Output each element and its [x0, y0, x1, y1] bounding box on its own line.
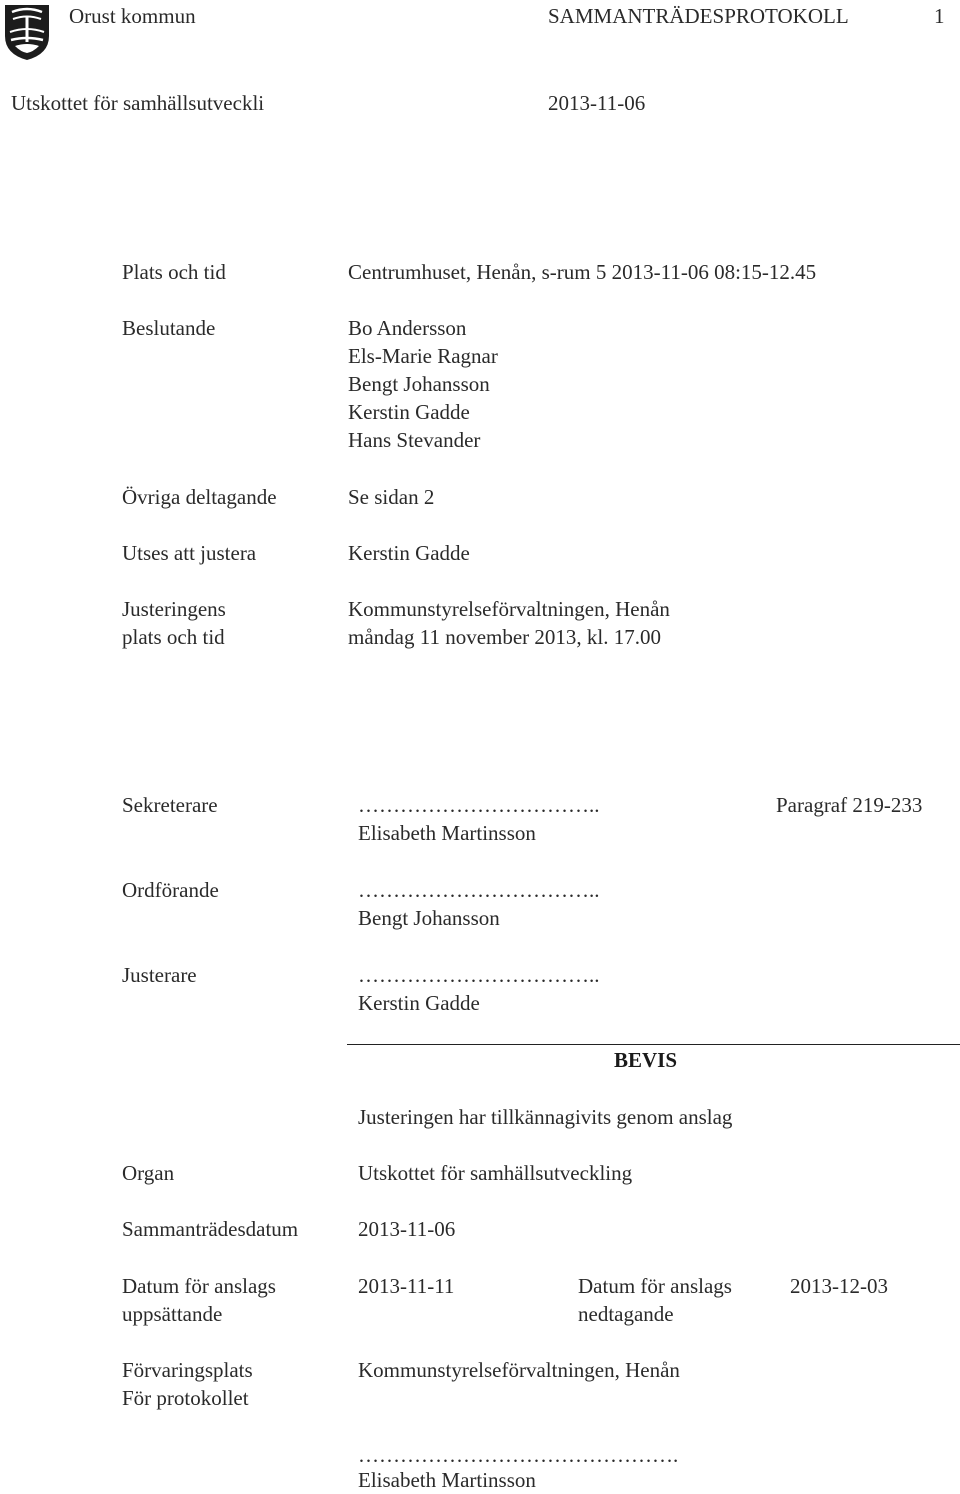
document-type: SAMMANTRÄDESPROTOKOLL: [548, 4, 849, 28]
posted-label-line: uppsättande: [122, 1302, 223, 1326]
removed-label-line: nedtagande: [578, 1302, 674, 1326]
posted-label-line: Datum för anslags: [122, 1274, 276, 1298]
chair-signature-line: ……………………………..: [358, 878, 600, 902]
adjuster-signature-line: ……………………………..: [358, 963, 600, 987]
adjuster-value: Kerstin Gadde: [348, 541, 470, 565]
posted-date-label: [122, 1272, 276, 1328]
organ-label: Organ: [122, 1161, 175, 1185]
removed-date-value: 2013-12-03: [790, 1274, 888, 1298]
page-number: 1: [934, 4, 945, 28]
municipality-crest-icon: [2, 2, 52, 62]
adjustment-time: måndag 11 november 2013, kl. 17.00: [348, 625, 662, 649]
adjustment-place-label: [122, 595, 226, 651]
deciders-list: [348, 314, 498, 454]
bevis-title: BEVIS: [614, 1048, 678, 1072]
adjustment-place-value: [348, 595, 670, 651]
committee-name: Utskottet för samhällsutveckli: [11, 91, 265, 115]
decider-name: Bengt Johansson: [348, 372, 490, 396]
place-label: Plats och tid: [122, 260, 226, 284]
organ-value: Utskottet för samhällsutveckling: [358, 1161, 633, 1185]
header-date: 2013-11-06: [548, 91, 646, 115]
municipality-name: Orust kommun: [69, 4, 196, 28]
adjuster-name: Kerstin Gadde: [358, 991, 480, 1015]
secretary-name: Elisabeth Martinsson: [358, 821, 536, 845]
adjuster-label: Utses att justera: [122, 541, 257, 565]
removed-label-line: Datum för anslags: [578, 1274, 732, 1298]
adjustment-place: Kommunstyrelseförvaltningen, Henån: [348, 597, 670, 621]
other-participants-value: Se sidan 2: [348, 485, 435, 509]
storage-value: Kommunstyrelseförvaltningen, Henån: [358, 1358, 680, 1382]
adjusters-label: Justerare: [122, 963, 197, 987]
storage-label: [122, 1356, 253, 1412]
bevis-intro: Justeringen har tillkännagivits genom anslag: [358, 1105, 733, 1129]
removed-date-label: [578, 1272, 732, 1328]
chair-label: Ordförande: [122, 878, 219, 902]
bevis-divider: [347, 1044, 960, 1045]
decider-name: Els-Marie Ragnar: [348, 344, 498, 368]
adjustment-label-line: Justeringens: [122, 597, 226, 621]
deciders-label: Beslutande: [122, 316, 216, 340]
storage-label-line: Förvaringsplats: [122, 1358, 253, 1382]
bevis-signature-line: ……………………………………….: [358, 1443, 679, 1467]
decider-name: Bo Andersson: [348, 316, 467, 340]
secretary-label: Sekreterare: [122, 793, 218, 817]
storage-label-line: För protokollet: [122, 1386, 249, 1410]
chair-name: Bengt Johansson: [358, 906, 500, 930]
posted-date-value: 2013-11-11: [358, 1274, 455, 1298]
decider-name: Kerstin Gadde: [348, 400, 470, 424]
meeting-date-label: Sammanträdesdatum: [122, 1217, 299, 1241]
other-participants-label: Övriga deltagande: [122, 485, 277, 509]
bevis-signer-name: Elisabeth Martinsson: [358, 1468, 536, 1492]
decider-name: Hans Stevander: [348, 428, 481, 452]
meeting-date-value: 2013-11-06: [358, 1217, 456, 1241]
place-value: Centrumhuset, Henån, s-rum 5 2013-11-06 08:15-12.45: [348, 260, 817, 284]
adjustment-label-line: plats och tid: [122, 625, 225, 649]
secretary-signature-line: ……………………………..: [358, 793, 600, 817]
paragraph-range: Paragraf 219-233: [776, 793, 923, 817]
